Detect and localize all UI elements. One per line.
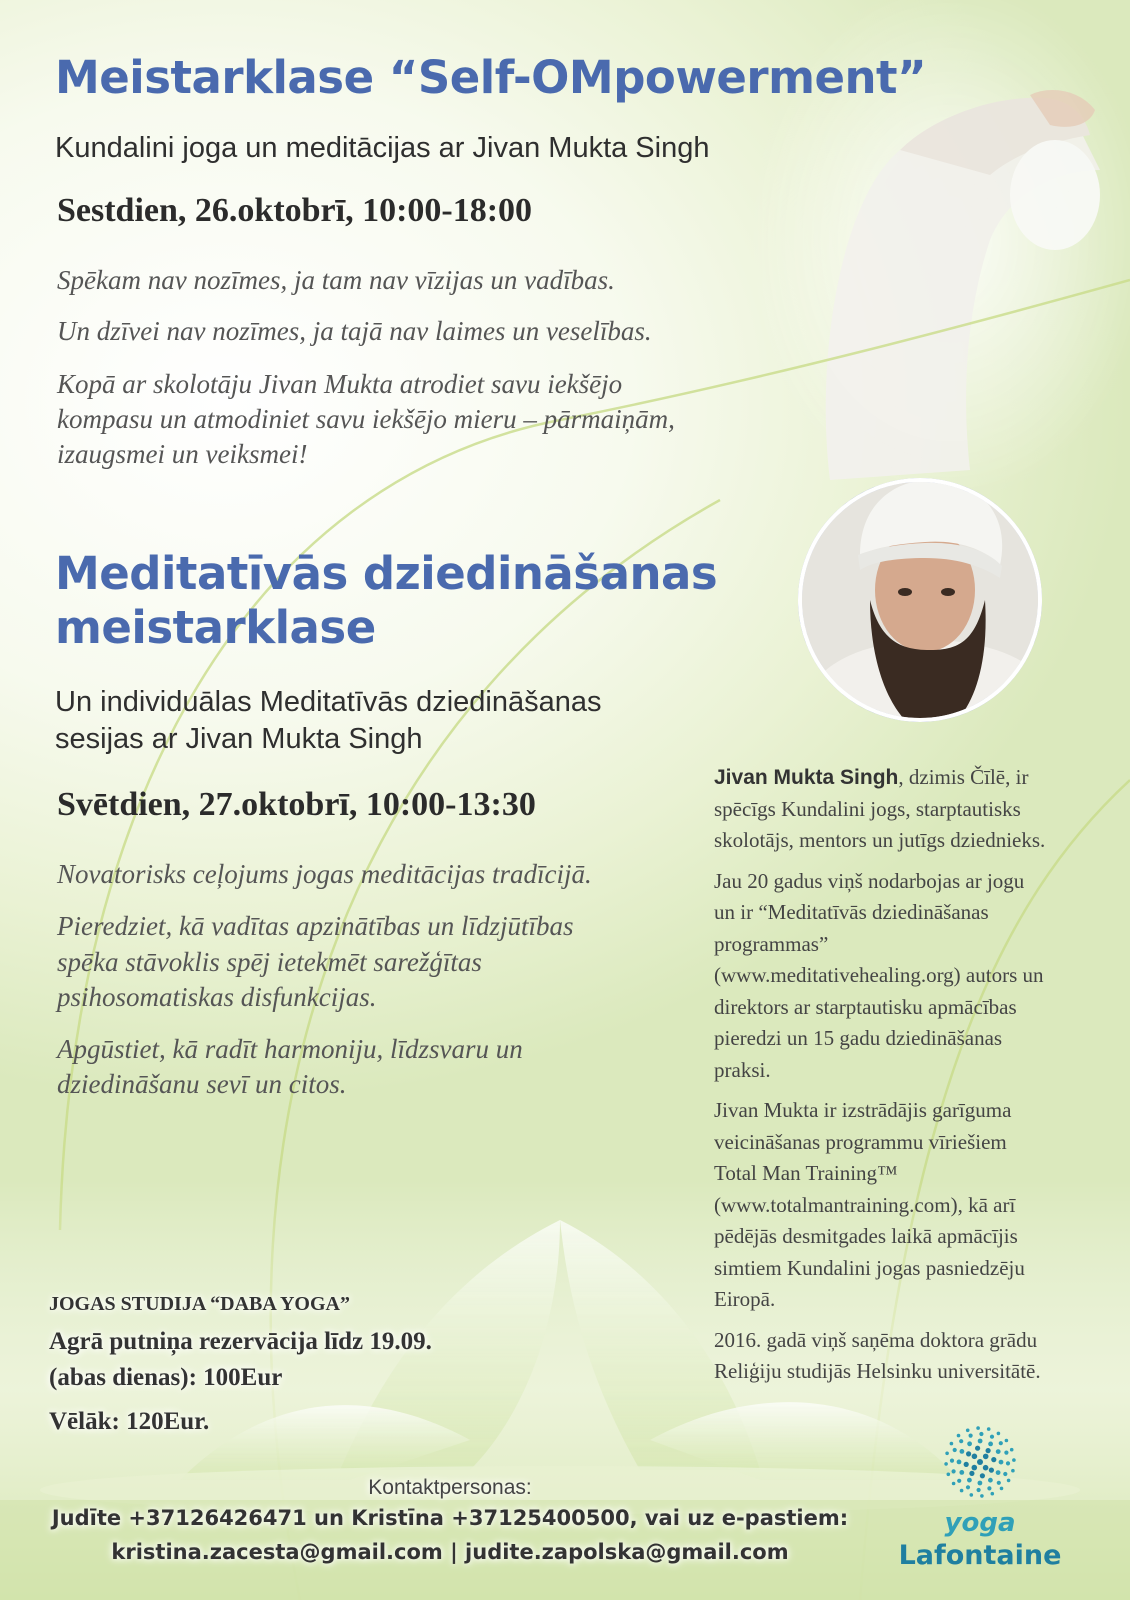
bio-p3-line: Eiropā.: [714, 1287, 776, 1311]
logo-text-yoga: yoga: [944, 1508, 1016, 1538]
bio-p2-line: pieredzi un 15 gadu dziedināšanas: [714, 1026, 1003, 1050]
bio-p3-line: veicināšanas programmu vīriešiem: [714, 1129, 1007, 1154]
event1-line: Un dzīvei nav nozīmes, ja tajā nav laimes un veselības.: [57, 316, 652, 346]
event2-subtitle-line1: Un individuālas Meditatīvās dziedināšanas: [55, 686, 602, 718]
event2-title-line1: Meditatīvās dziedināšanas: [55, 547, 718, 600]
event2-line: Pieredziet, kā vadītas apzinātības un līdzjūtības: [57, 911, 574, 941]
event1-subtitle: Kundalini joga un meditācijas ar Jivan Mukta Singh: [55, 132, 710, 164]
bio-p2-line: praksi.: [714, 1057, 771, 1082]
bio-p3-line: (www.totalmantraining.com), kā arī: [714, 1192, 1016, 1217]
contacts-heading: Kontaktpersonas:: [368, 1476, 532, 1499]
bio-p2-line: (www.meditativehealing.org) autors un: [714, 963, 1044, 987]
bio-p2-line: direktors ar starptautisku apmācības: [714, 994, 1017, 1019]
bio-p1-line2: spēcīgs Kundalini jogs, starptautisks: [714, 796, 1021, 821]
event1-line: izaugsmei un veiksmei!: [57, 439, 308, 469]
event2-line: psihosomatiskas disfunkcijas.: [57, 982, 377, 1012]
later-price: Vēlāk: 120Eur.: [49, 1408, 210, 1435]
bio-p1-line3: skolotājs, mentors un jutīgs dziednieks.: [714, 828, 1046, 852]
bio-p2-line: Jau 20 gadus viņš nodarbojas ar jogu: [714, 868, 1025, 893]
event2-title-line2: meistarklase: [55, 601, 376, 654]
early-price-line2: (abas dienas): 100Eur: [49, 1364, 283, 1391]
bio-p3-line: simtiem Kundalini jogas pasniedzēju: [714, 1255, 1025, 1280]
portrait-photo: [798, 478, 1050, 760]
bio-p3-line: pēdējās desmitgades laikā apmācījis: [714, 1224, 1018, 1248]
contacts-emails: kristina.zacesta@gmail.com | judite.zapolska@gmail.com: [111, 1540, 789, 1564]
event1-title: Meistarklase “Self-OMpowerment”: [55, 51, 927, 104]
event2-line: dziedināšanu sevī un citos.: [57, 1069, 347, 1099]
event1-date: Sestdien, 26.oktobrī, 10:00-18:00: [57, 192, 533, 229]
event1-line: Spēkam nav nozīmes, ja tam nav vīzijas un vadības.: [57, 265, 615, 295]
event2-line: Novatorisks ceļojums jogas meditācijas tradīcijā.: [57, 859, 592, 889]
event2-date: Svētdien, 27.oktobrī, 10:00-13:30: [57, 786, 536, 823]
event2-subtitle-line2: sesijas ar Jivan Mukta Singh: [55, 723, 423, 755]
logo-text-lafontaine: Lafontaine: [898, 1540, 1062, 1571]
bio-p4-line: Reliģiju studijās Helsinku universitātē.: [714, 1359, 1041, 1383]
event2-line: spēka stāvoklis spēj ietekmēt sarežģītas: [57, 947, 482, 977]
early-price-line1: Agrā putniņa rezervācija līdz 19.09.: [49, 1328, 432, 1355]
bio-p1-line1: Jivan Mukta Singh, dzimis Čīlē, ir: [714, 765, 1029, 789]
event2-line: Apgūstiet, kā radīt harmoniju, līdzsvaru un: [57, 1034, 523, 1064]
bio-p4-line: 2016. gadā viņš saņēma doktora grādu: [714, 1327, 1038, 1352]
studio-name: JOGAS STUDIJA “DABA YOGA”: [49, 1293, 350, 1315]
bio-section: [714, 762, 1114, 1388]
bio-p2-line: programmas”: [714, 931, 829, 956]
bio-p2-line: un ir “Meditatīvās dziedināšanas: [714, 900, 989, 924]
bio-p3-line: Jivan Mukta ir izstrādājis garīguma: [714, 1098, 1012, 1122]
bio-p3-line: Total Man Training™: [714, 1161, 898, 1185]
bio-name: Jivan Mukta Singh: [714, 766, 899, 789]
contacts-phones: Judīte +37126426471 un Kristīna +37125400500, vai uz e-pastiem:: [51, 1506, 849, 1530]
event1-line: kompasu un atmodiniet savu iekšējo mieru – pārmaiņām,: [57, 404, 675, 434]
event1-line: Kopā ar skolotāju Jivan Mukta atrodiet savu iekšējo: [57, 369, 623, 399]
